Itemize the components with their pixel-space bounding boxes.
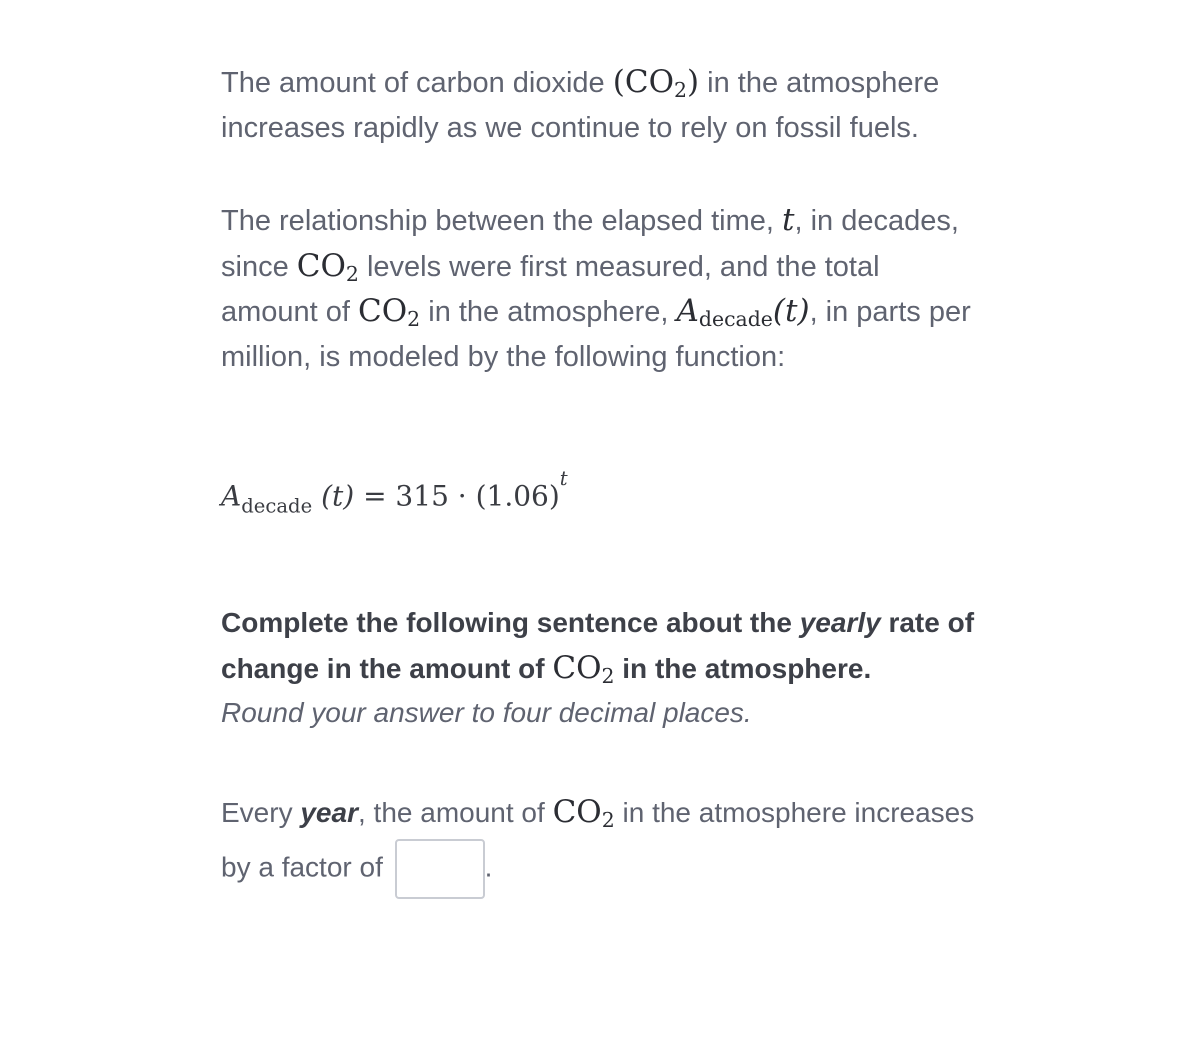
intro-text-tail: in the atmosphere increases rapidly as we continue to rely on fossil fuels. [221, 67, 940, 144]
co2-formula: $CO_2$ [296, 247, 359, 286]
relationship-paragraph: The relationship between the elapsed time, t, in decades, since $CO_2$ levels were first measured, and the total amount of $CO_2$ in the atmosphere, $A_{decade}(t)$, in parts per million, is modeled by the following function: [221, 202, 971, 373]
co2-formula: $(CO_2)$ [612, 64, 700, 103]
co2-formula: $CO_2$ [552, 649, 615, 688]
intro-text: The amount of carbon dioxide [221, 67, 613, 99]
variable-t: t [782, 202, 795, 238]
co2-formula: $CO_2$ [552, 793, 615, 832]
answer-sentence: Every year, the amount of $CO_2$ in the atmosphere increases by a factor of . [221, 786, 981, 899]
problem-content [221, 60, 981, 899]
question-prompt: Complete the following sentence about the yearly rate of change in the amount of $CO_2$ in the atmosphere. [221, 607, 975, 688]
answer-input[interactable] [395, 839, 485, 899]
intro-paragraph [221, 60, 981, 150]
model-formula: $A_{decade}$ $(t) = 315 \cdot (1.06)^t$ [221, 467, 568, 518]
function-name: $A_{decade}(t)$ [676, 293, 810, 332]
co2-formula: $CO_2$ [358, 293, 421, 332]
period: . [484, 850, 493, 882]
rounding-hint: Round your answer to four decimal places. [221, 697, 752, 728]
